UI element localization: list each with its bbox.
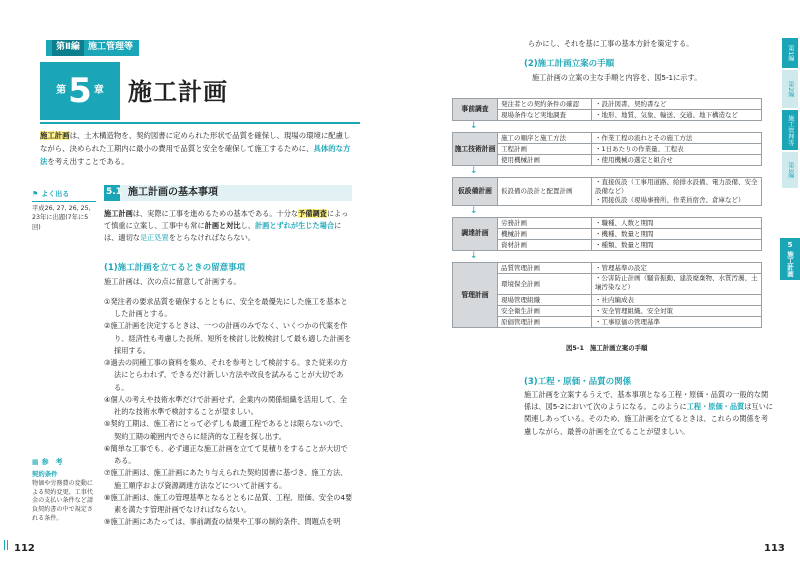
reference-title: 参 考 [41, 458, 63, 466]
figure-caption [566, 344, 647, 354]
tab-part-3[interactable]: 第3編 [782, 152, 798, 188]
frequent-exam-title: よく出る [41, 190, 70, 198]
list-item: ⑤契約工期は、施工者にとって必ずしも最適工程であるとは限らないので、契約工期の範囲内でさらに経済的な工程を探し出す。 [104, 419, 348, 441]
part-number: 第Ⅱ編 [52, 40, 84, 56]
p51-lead: 施工計画 [104, 209, 133, 218]
diagram-row [498, 154, 762, 166]
row-item: 発注者との契約条件の確認 [498, 99, 592, 109]
row-content: ・1日あたりの作業量、工程表 [595, 145, 684, 154]
carryover-text [528, 38, 778, 50]
row-item: 使用機械計画 [498, 155, 592, 165]
section-paragraph [104, 208, 354, 245]
page-number-right: 113 [764, 543, 785, 554]
p3-text: は互いに関連しあっている。そのため、施工計画を立てるときは、これらの関係を考慮しながら、最善の計画を立てることが望ましい。 [524, 402, 773, 436]
tab-construction-management[interactable]: 施工管理等 [782, 110, 798, 150]
book-icon: ▦ [32, 458, 39, 466]
diagram-group [452, 217, 762, 251]
diagram-row [498, 239, 762, 251]
intro-keyword: 具体的な方法 [40, 143, 351, 166]
planning-procedure-diagram [452, 98, 762, 328]
list-item: ⑨施工計画にあたっては、事前調査の結果や工事の制約条件、問題点を明 [104, 517, 341, 527]
p51-kw2: 計画と対比 [204, 221, 241, 231]
subheading-1: (1)施工計画を立てるときの留意事項 [104, 263, 246, 273]
subheading-2-lead: 施工計画の立案の主な手順と内容を、図5-1に示す。 [532, 73, 702, 82]
row-content: ・地形、地質、気象、輸送、交通、地下構造など [595, 111, 738, 120]
row-item: 安全衛生計画 [498, 306, 592, 316]
row-item: 品質管理計画 [498, 263, 592, 273]
page-number-left: 112 [14, 543, 35, 554]
p3-keyword: 工程・原価・品質 [686, 402, 745, 412]
row-content: ・社内編成表 [595, 295, 634, 304]
row-item: 現場管理組織 [498, 295, 592, 305]
p51-text: には、適切な [104, 221, 342, 243]
section-title: 施工計画の基本事項 [128, 187, 218, 199]
p51-kw3: 計画とずれが生じた場合 [254, 221, 335, 231]
down-arrow-icon: ↓ [470, 205, 478, 216]
diagram-row [498, 273, 762, 295]
p51-text: は、実際に工事を進めるための基本である。十分な [132, 209, 299, 218]
intro-text-1: は、土木構造物を、契約図書に定められた形状で品質を確保し、現場の環境に配慮しながら、決められた工期内に最小の費用で品質と安全を確保して施工するために、 [40, 131, 351, 153]
row-content: ・工事原価の管理基準 [595, 317, 660, 326]
chapter-number-block [40, 62, 120, 120]
diagram-group [452, 177, 762, 205]
subheading-3: (3)工程・原価・品質の関係 [524, 377, 632, 387]
frequent-exam-text: 平成26, 27, 26, 25, 23年に出題(7年に5回) [32, 204, 91, 231]
row-item: 機械計画 [498, 229, 592, 239]
p51-text: をとらなければならない。 [168, 233, 255, 243]
list-item: ②施工計画を決定するときは、一つの計画のみでなく、いくつかの代案を作り、経済性も考慮した長所、短所を検討し比較検討して最も適した計画を採用する。 [104, 321, 352, 355]
row-item: 工程計画 [498, 144, 592, 154]
subheading-2: (2)施工計画立案の手順 [524, 59, 615, 69]
p3-text: 施工計画を立案するうえで、基本事項となる工程・原価・品質の一般的な関係は、図5-2において次のようになる。このように [524, 390, 769, 412]
diagram-category: 管理計画 [452, 262, 498, 328]
part-badge [46, 40, 139, 56]
tab-part-1[interactable]: 第1編 [782, 38, 798, 68]
figure-number: 図5-1 [566, 344, 584, 352]
row-content: ・管理基準の設定 [595, 263, 647, 272]
subheading-1-lead: 施工計画は、次の点に留意して計画する。 [104, 277, 241, 286]
row-item: 原価管理計画 [498, 317, 592, 327]
tab-part-2[interactable]: 第2編 [782, 70, 798, 108]
row-content: ・職種、人数と期間 [595, 218, 654, 227]
chapter-tab-label: 施工計画 [786, 250, 795, 277]
intro-lead: 施工計画 [40, 131, 70, 140]
row-content: ・作業工程の流れとその施工方法 [595, 134, 693, 143]
chapter-sho: 章 [93, 85, 104, 97]
row-content: ・機種、数量と期間 [595, 229, 654, 238]
section-number: 5.1 [106, 187, 122, 198]
row-content: ・公害防止計画（騒音振動、建設廃棄物、水質汚濁、土壌汚染など） [595, 273, 758, 291]
section-heading [104, 185, 352, 201]
list-item: ⑥簡単な工事でも、必ず適正な施工計画を立てて見積りをすることが大切である。 [104, 443, 348, 466]
row-content: ・使用機械の選定と組合せ [595, 156, 673, 165]
down-arrow-icon: ↓ [470, 121, 478, 132]
list-item: ③過去の同種工事の資料を集め、それを参考として検討する。また従来の方法にとらわれず、できるだけ新しい方法や改良を試みることが大切である。 [104, 358, 348, 392]
figure-caption-text: 施工計画立案の手順 [589, 344, 648, 352]
reference-subtitle: 契約条件 [32, 469, 58, 478]
diagram-category: 仮設備計画 [452, 177, 498, 205]
chapter-dai: 第 [56, 85, 67, 97]
considerations-list [104, 296, 354, 528]
carryover-line: らかにし、それを基に工事の基本方針を策定する。 [528, 39, 694, 48]
diagram-row [498, 109, 762, 121]
row-content: ・設計図書、契約書など [595, 100, 667, 108]
chapter-title: 施工計画 [128, 78, 228, 106]
row-item: 現場条件など実地調査 [498, 110, 592, 120]
list-item: ④個人の考えや技術水準だけで計画せず、企業内の関係組織を活用して、全社的な技術水準で検討することが望ましい。 [104, 394, 347, 417]
p51-kw4: 是正処置 [139, 233, 169, 243]
diagram-group [452, 262, 762, 328]
reference-text: 物価や労務費の変動による契約変更、工事代金の支払い条件など請負契約書の中で規定される条件。 [32, 479, 93, 523]
diagram-group [452, 98, 762, 121]
list-item: ①発注者の要求品質を確保するとともに、安全を最優先にした施工を基本とした計画とする。 [104, 297, 348, 319]
subheading-3-paragraph [524, 389, 774, 438]
intro-text-2: を考え出すことである。 [47, 156, 129, 166]
chapter-rule [40, 122, 360, 124]
row-item: 環境保全計画 [498, 274, 592, 294]
diagram-row [498, 177, 762, 205]
p51-text: によって慎重に立案し、工事中も常に [104, 209, 349, 231]
frequent-exam-box [32, 189, 96, 232]
reference-box [32, 457, 96, 524]
row-content: ・種類、数量と期間 [595, 240, 654, 249]
p51-text: し、 [240, 221, 255, 231]
part-label: 施工管理等 [87, 42, 133, 53]
row-content: ・安全管理組織、安全対策 [595, 306, 673, 315]
diagram-category: 調達計画 [452, 217, 498, 251]
chapter-tab[interactable] [780, 238, 800, 280]
list-item: ⑦施工計画は、施工計画にあたり与えられた契約図書に基づき、施工方法、施工順序および資源調達方法などについて計画する。 [104, 468, 348, 490]
diagram-group [452, 132, 762, 166]
down-arrow-icon: ↓ [470, 166, 478, 177]
row-item: 仮設備の設計と配置計画 [498, 178, 592, 204]
footer-mark-left [4, 540, 12, 550]
row-item: 資材計画 [498, 240, 592, 250]
row-content: ・直接仮設（工事用道路、給排水設備、電力設備、安全設備など） ・間接仮設（現場事務所、作業員宿舎、倉庫など） [595, 178, 758, 204]
down-arrow-icon: ↓ [470, 250, 478, 261]
list-item: ⑧施工計画は、施工の管理基準となるとともに品質、工程、原価、安全の4要素を満たす管理計画でなければならない。 [104, 492, 353, 514]
row-item: 労務計画 [498, 218, 592, 228]
flag-icon: ⚑ [32, 190, 39, 198]
diagram-category: 事前調査 [452, 98, 498, 121]
chapter-intro [40, 130, 356, 169]
row-item: 施工の順序と施工方法 [498, 133, 592, 143]
chapter-number: 5 [68, 71, 92, 111]
diagram-row [498, 316, 762, 328]
diagram-category: 施工技術計画 [452, 132, 498, 166]
chapter-tab-number: 5 [787, 241, 793, 249]
p51-kw1: 予備調査 [298, 209, 327, 218]
